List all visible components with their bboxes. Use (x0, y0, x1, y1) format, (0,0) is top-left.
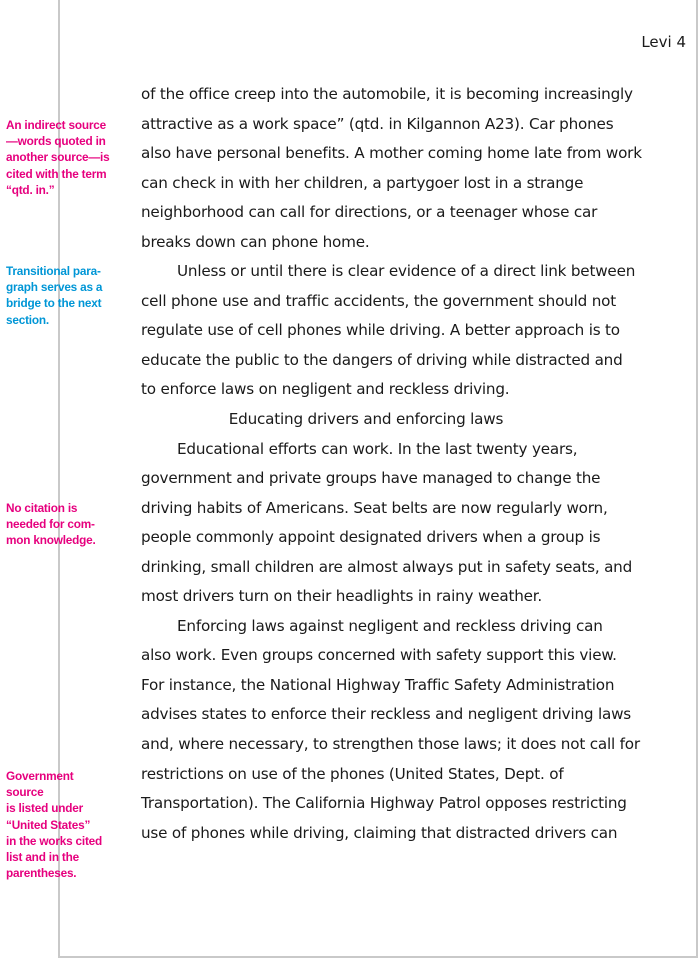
note-line: parentheses. (6, 866, 77, 881)
body-line: people commonly appoint designated drivers when a group is (141, 528, 601, 547)
body-line: advises states to enforce their reckless and negligent driving laws (141, 705, 632, 724)
note-line: Government source (6, 769, 74, 800)
body-line: breaks down can phone home. (141, 232, 370, 251)
body-line: cell phone use and traffic accidents, the government should not (141, 291, 616, 310)
margin-note-transitional-paragraph (6, 263, 114, 328)
note-line: needed for com- (6, 517, 95, 532)
body-line: to enforce laws on negligent and reckless driving. (141, 380, 510, 399)
note-line: in the works cited (6, 833, 103, 848)
body-line: restrictions on use of the phones (United States, Dept. of (141, 764, 564, 783)
body-line: Educational efforts can work. In the last twenty years, (177, 439, 578, 458)
body-line: Transportation). The California Highway Patrol opposes restricting (141, 794, 627, 813)
body-line: driving habits of Americans. Seat belts are now regularly worn, (141, 498, 608, 517)
note-line: No citation is (6, 501, 78, 515)
section-heading: Educating drivers and enforcing laws (228, 410, 504, 429)
running-head: Levi 4 (641, 33, 686, 51)
body-line: Unless or until there is clear evidence of a direct link between (177, 262, 636, 281)
body-line: can check in with her children, a partygoer lost in a strange (141, 173, 584, 192)
note-line: another source—is (6, 150, 110, 165)
note-line: section. (6, 312, 49, 327)
margin-note-common-knowledge (6, 500, 114, 549)
note-line: An indirect source (6, 118, 106, 132)
body-line: drinking, small children are almost always put in safety seats, and (141, 557, 633, 576)
body-line: of the office creep into the automobile, it is becoming increasingly (141, 85, 633, 103)
body-line: also have personal benefits. A mother coming home late from work (141, 144, 642, 163)
note-line: bridge to the next (6, 296, 102, 311)
body-line: Enforcing laws against negligent and reckless driving can (177, 616, 603, 635)
body-line: use of phones while driving, claiming that distracted drivers can (141, 823, 618, 842)
body-line: also work. Even groups concerned with safety support this view. (141, 646, 617, 665)
note-line: list and in the (6, 850, 80, 865)
note-line: “qtd. in.” (6, 182, 55, 197)
note-line: graph serves as a (6, 280, 103, 295)
note-line: mon knowledge. (6, 533, 96, 548)
body-line: For instance, the National Highway Traffic Safety Administration (141, 675, 615, 694)
body-line: neighborhood can call for directions, or a teenager whose car (141, 203, 598, 222)
body-line: most drivers turn on their headlights in rainy weather. (141, 587, 543, 606)
body-line: regulate use of cell phones while driving. A better approach is to (141, 321, 620, 340)
margin-note-government-source (6, 768, 114, 881)
note-line: Transitional para- (6, 264, 101, 278)
margin-note-indirect-source (6, 117, 114, 198)
body-line: government and private groups have managed to change the (141, 469, 601, 488)
essay-body (141, 80, 642, 848)
note-line: is listed under (6, 801, 83, 816)
body-line: educate the public to the dangers of driving while distracted and (141, 350, 623, 369)
note-line: “United States” (6, 817, 91, 832)
body-line: attractive as a work space” (qtd. in Kilgannon A23). Car phones (141, 114, 614, 133)
body-line: and, where necessary, to strengthen those laws; it does not call for (141, 735, 640, 754)
note-line: —words quoted in (6, 134, 106, 149)
note-line: cited with the term (6, 166, 107, 181)
